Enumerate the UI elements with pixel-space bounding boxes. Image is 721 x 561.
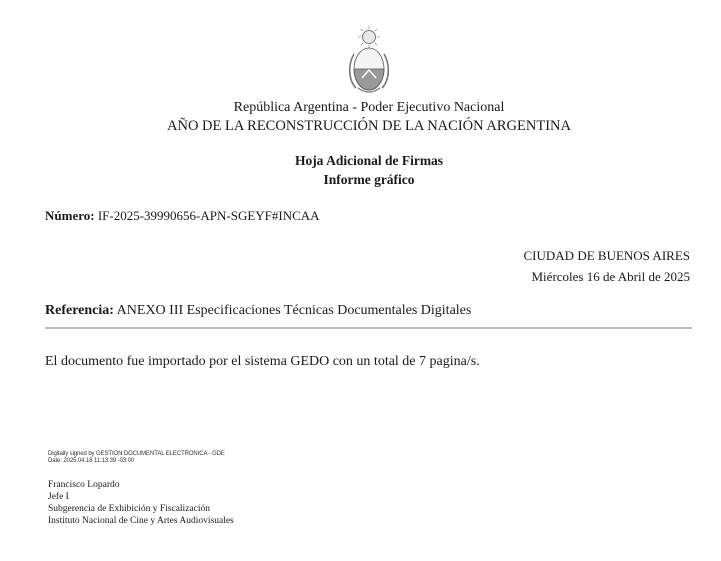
- reference-label: Referencia:: [45, 303, 114, 318]
- document-subtitle: Informe gráfico: [323, 172, 415, 187]
- header-year-motto: AÑO DE LA RECONSTRUCCIÓN DE LA NACIÓN ARGENTINA: [167, 118, 571, 134]
- document-number-value: IF-2025-39990656-APN-SGEYF#INCAA: [97, 208, 320, 223]
- reference: [45, 303, 471, 319]
- signer-role: Jefe I: [48, 492, 69, 502]
- signer-name: Francisco Lopardo: [48, 480, 120, 490]
- location-city: CIUDAD DE BUENOS AIRES: [523, 248, 690, 263]
- body-text: El documento fue importado por el sistema GEDO con un total de 7 pagina/s.: [45, 354, 480, 369]
- signer-institution: Instituto Nacional de Cine y Artes Audiovisuales: [48, 516, 234, 526]
- digital-signature-date: Date: 2025.04.16 11:13:39 -03:00: [48, 458, 135, 464]
- document-number-label: Número:: [45, 208, 95, 223]
- reference-value: ANEXO III Especificaciones Técnicas Documentales Digitales: [116, 303, 472, 318]
- coat-of-arms-icon: [344, 24, 394, 98]
- document-title: Hoja Adicional de Firmas: [294, 153, 444, 168]
- divider: [45, 327, 692, 329]
- digital-signature-by: Digitally signed by GESTION DOCUMENTAL ELECTRONICA - GDE: [48, 451, 225, 457]
- document-number: [45, 208, 320, 224]
- signer-unit: Subgerencia de Exhibición y Fiscalización: [48, 504, 210, 514]
- header-government: República Argentina - Poder Ejecutivo Nacional: [233, 100, 505, 115]
- document-date: Miércoles 16 de Abril de 2025: [531, 269, 690, 284]
